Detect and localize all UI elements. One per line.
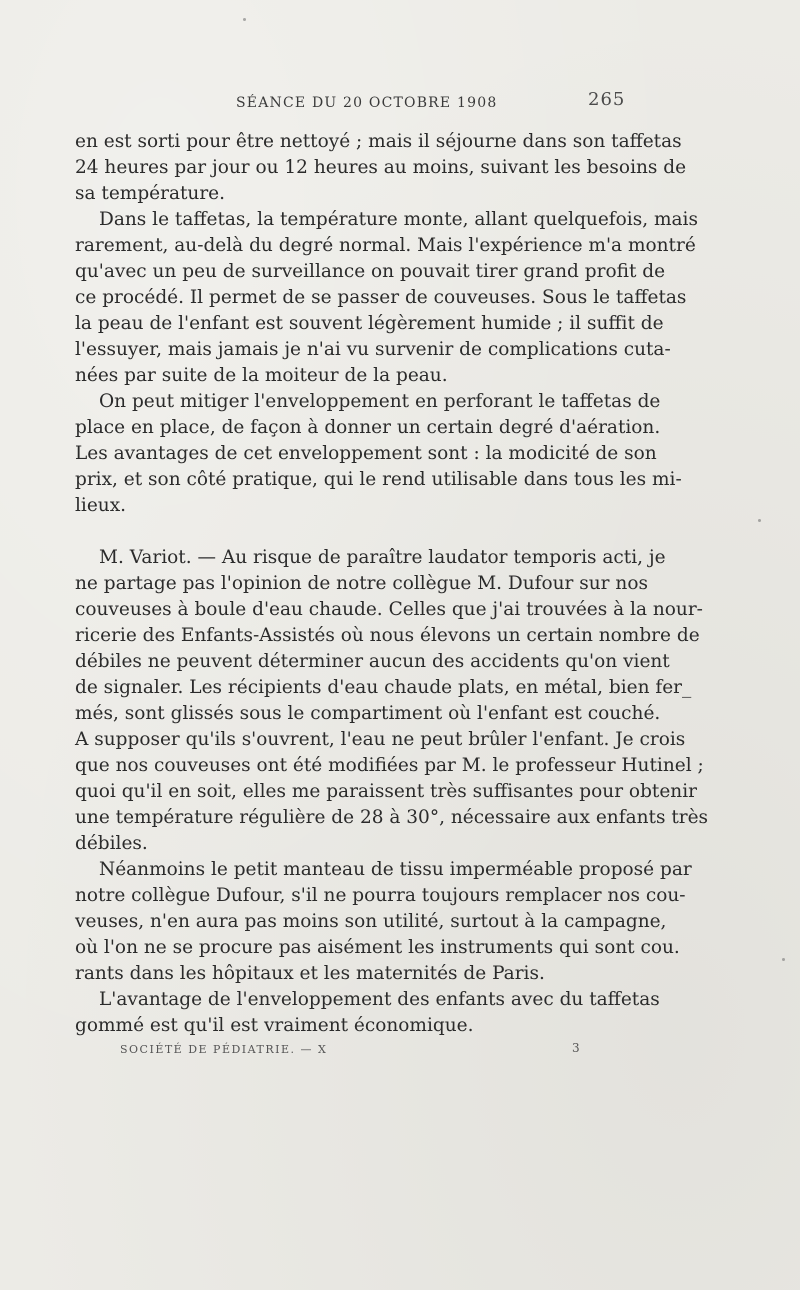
text-line: veuses, n'en aura pas moins son utilité, surtout à la campagne,: [75, 911, 667, 932]
signature-mark: 3: [572, 1041, 580, 1055]
text-line: ce procédé. Il permet de se passer de couveuses. Sous le taffetas: [75, 287, 687, 308]
running-head: [0, 89, 800, 117]
text-line: nées par suite de la moiteur de la peau.: [75, 365, 448, 386]
paper-speck: [243, 18, 246, 21]
paper-speck: [758, 519, 761, 522]
text-line: couveuses à boule d'eau chaude. Celles que j'ai trouvées à la nour-: [75, 599, 703, 620]
text-line: débiles ne peuvent déterminer aucun des accidents qu'on vient: [75, 651, 670, 672]
text-line: lieux.: [75, 495, 127, 516]
text-line: où l'on ne se procure pas aisément les instruments qui sont cou.: [75, 937, 680, 958]
text-line: M. Variot. — Au risque de paraître laudator temporis acti, je: [99, 547, 666, 568]
text-line: Dans le taffetas, la température monte, allant quelquefois, mais: [99, 209, 698, 230]
text-line: débiles.: [75, 833, 148, 854]
text-line: en est sorti pour être nettoyé ; mais il séjourne dans son taffetas: [75, 131, 682, 152]
text-line: Les avantages de cet enveloppement sont : la modicité de son: [75, 443, 657, 464]
text-line: que nos couveuses ont été modifiées par M. le professeur Hutinel ;: [75, 755, 704, 776]
text-line: més, sont glissés sous le compartiment où l'enfant est couché.: [75, 703, 661, 724]
text-line: On peut mitiger l'enveloppement en perforant le taffetas de: [99, 391, 661, 412]
text-line: quoi qu'il en soit, elles me paraissent très suffisantes pour obtenir: [75, 781, 697, 802]
text-line: l'essuyer, mais jamais je n'ai vu survenir de complications cuta-: [75, 339, 671, 360]
text-line: place en place, de façon à donner un certain degré d'aération.: [75, 417, 661, 438]
text-line: Néanmoins le petit manteau de tissu imperméable proposé par: [99, 859, 692, 880]
text-line: prix, et son côté pratique, qui le rend utilisable dans tous les mi-: [75, 469, 682, 490]
text-line: L'avantage de l'enveloppement des enfants avec du taffetas: [99, 989, 660, 1010]
text-line: rants dans les hôpitaux et les maternités de Paris.: [75, 963, 545, 984]
text-line: une température régulière de 28 à 30°, nécessaire aux enfants très: [75, 807, 709, 828]
body-text: [75, 129, 709, 1039]
text-line: gommé est qu'il est vraiment économique.: [75, 1015, 474, 1036]
signature-label: SOCIÉTÉ DE PÉDIATRIE. — X: [120, 1043, 328, 1056]
text-line: A supposer qu'ils s'ouvrent, l'eau ne peut brûler l'enfant. Je crois: [75, 729, 686, 750]
text-line: notre collègue Dufour, s'il ne pourra toujours remplacer nos cou-: [75, 885, 686, 906]
text-line: ricerie des Enfants-Assistés où nous élevons un certain nombre de: [75, 625, 700, 646]
text-line: rarement, au-delà du degré normal. Mais l'expérience m'a montré: [75, 235, 696, 256]
text-line: qu'avec un peu de surveillance on pouvait tirer grand profit de: [75, 261, 666, 282]
text-line: la peau de l'enfant est souvent légèrement humide ; il suffit de: [75, 313, 664, 334]
text-line: 24 heures par jour ou 12 heures au moins, suivant les besoins de: [75, 157, 687, 178]
text-line: ne partage pas l'opinion de notre collègue M. Dufour sur nos: [75, 573, 648, 594]
text-line: de signaler. Les récipients d'eau chaude plats, en métal, bien fer_: [75, 677, 692, 698]
text-line: sa température.: [75, 183, 226, 204]
footer-signature: [0, 1043, 800, 1063]
page-number: 265: [588, 89, 626, 110]
running-title: SÉANCE DU 20 OCTOBRE 1908: [236, 95, 498, 111]
paragraph-gap: [75, 519, 627, 545]
paper-speck: [782, 958, 785, 961]
